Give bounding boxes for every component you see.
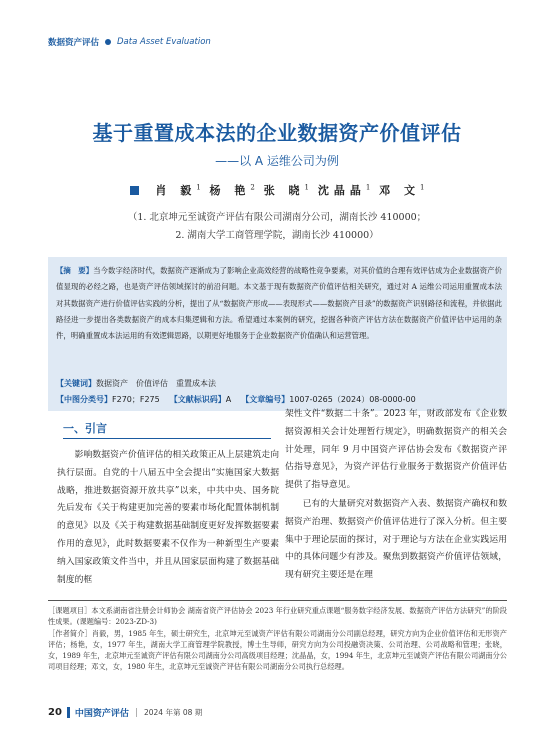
abstract xyxy=(56,263,502,344)
author-name: 张 晓 xyxy=(263,184,305,197)
author-name: 沈晶晶 xyxy=(317,184,366,197)
author-sup: 1 xyxy=(304,183,309,192)
abstract-label: 【摘 要】 xyxy=(56,266,94,275)
author-marker-icon xyxy=(130,186,139,195)
author-list xyxy=(0,182,554,198)
author-name: 肖 毅 xyxy=(155,184,197,197)
journal-name: 中国资产评估 xyxy=(74,709,129,719)
footnote-author-bio: ［作者简介］肖毅，男，1985 年生，硕士研究生，北京坤元至诚资产评估有限公司湖南分公司副总经理，研究方向为企业价值评估和无形资产评估；杨艳，女，1977 年生，湖南大学工商管理学院教授，博士生导师，研究方向为公司投融资决策、公司治理、公司战略和管理；张晓，女，1989 年生，北京坤元至诚资产评估有限公司湖南分公司高级项目经理；沈晶晶，女，1994 年生，北京坤元至诚资产评估有限公司湖南分公司项目经理；邓文，女，1980 年生，北京坤元至诚资产评估有限公司湖南分公司执行总经理。 xyxy=(48,629,507,671)
body-right-paragraph-1: 架性文件“数据二十条”。2023 年，财政部发布《企业数据资源相关会计处理暂行规定》，明确数据资产的相关会计处理，同年 9 月中国资产评估协会发布《数据资产评估指导意见》，为资产评估行业服务于数据资产价值评估提供了指导意见。 xyxy=(285,409,507,491)
doccode-label: 【文献标识码】 xyxy=(169,395,226,404)
classification-line xyxy=(56,394,506,405)
author-sup: 1 xyxy=(420,183,425,192)
author-sup: 1 xyxy=(365,183,371,192)
author-sup: 1 xyxy=(196,183,201,192)
keywords-label: 【关键词】 xyxy=(56,379,96,388)
author-name: 邓 文 xyxy=(379,184,420,197)
author-name: 杨 艳 xyxy=(209,184,251,197)
articleno-label: 【文章编号】 xyxy=(241,395,290,404)
footnote-rule xyxy=(48,600,507,601)
section-heading: 一、引言 xyxy=(63,422,107,435)
doccode-value: A xyxy=(225,395,232,404)
issue-number: 2024 年第 08 期 xyxy=(143,708,203,717)
running-header xyxy=(48,36,211,48)
affiliation-line-1: （1. 北京坤元至诚资产评估有限公司湖南分公司，湖南长沙 410000； xyxy=(127,212,427,223)
section-rule xyxy=(63,438,271,439)
page-footer xyxy=(48,706,202,719)
abstract-text: 当今数字经济时代，数据资产逐渐成为了影响企业高效经营的战略性竞争要素，对其价值的合理有效评估成为企业数据资产价值显现的必经之路，也是资产评估领域探讨的前沿问题。本文基于现有数据资产价值评估相关研究，通过对 A 运维公司运用重置成本法对其数据资产进行价值评估实践的分析，提出了从“数据资产形成——表现形式——数据资产目录”的数据资产识别路径和流程，并依据此路径进一步提出各类数据资产的成本归集逻辑和方法。希望通过本案例的研究，挖掘各种资产评估方法在数据资产价值评估中运用的条件，明确重置成本法运用的有效逻辑思路，以期更好地服务于企业数据资产价值确认和运营管理。 xyxy=(56,266,503,341)
footer-separator: | xyxy=(134,707,138,718)
paper-subtitle: ——以 A 运维公司为例 xyxy=(215,154,339,168)
author-sup: 2 xyxy=(250,183,255,192)
footer-bar-icon xyxy=(67,707,70,718)
bullet-dot-icon xyxy=(105,39,111,45)
body-left-column: 影响数据资产价值评估的相关政策正从上层建筑走向执行层面。自党的十八届五中全会提出“实施国家大数据战略，推进数据资源开放共享”以来，中共中央、国务院先后发布《关于构建更加完善的要素市场化配置体制机制的意见》以及《关于构建数据基础制度更好发挥数据要素作用的意见》，此时数据要素不仅作为一种新型生产要素纳入国家政策文件当中，并且从国家层面构建了数据基础制度的框 xyxy=(57,450,279,585)
keywords: 数据资产 价值评估 重置成本法 xyxy=(96,379,216,388)
body-right-paragraph-2: 已有的大量研究对数据资产入表、数据资产确权和数据资产治理、数据资产价值评估进行了深入分析。但主要集中于理论层面的探讨，对于理论与方法在企业实践运用中的具体问题少有涉及。聚焦到数据资产价值评估领域，现有研究主要还是在理 xyxy=(285,499,507,581)
articleno-value: 1007-0265（2024）08-0000-00 xyxy=(289,395,416,404)
keywords-line xyxy=(56,378,216,389)
page-number: 20 xyxy=(48,707,62,718)
footnote-project: ［课题项目］本文系湖南省注册会计师协会 湖南省资产评估协会 2023 年行业研究重点课题“服务数字经济发展、数据资产评估方法研究”的阶段性成果。(课题编号：2023-ZD-3) xyxy=(48,606,507,626)
clc-value: F270；F275 xyxy=(112,395,160,404)
clc-label: 【中图分类号】 xyxy=(56,395,112,404)
header-section-cn: 数据资产评估 xyxy=(48,38,100,48)
affiliation-line-2: 2. 湖南大学工商管理学院，湖南长沙 410000） xyxy=(175,230,379,241)
paper-title: 基于重置成本法的企业数据资产价值评估 xyxy=(92,121,462,145)
header-section-en: Data Asset Evaluation xyxy=(117,37,211,47)
